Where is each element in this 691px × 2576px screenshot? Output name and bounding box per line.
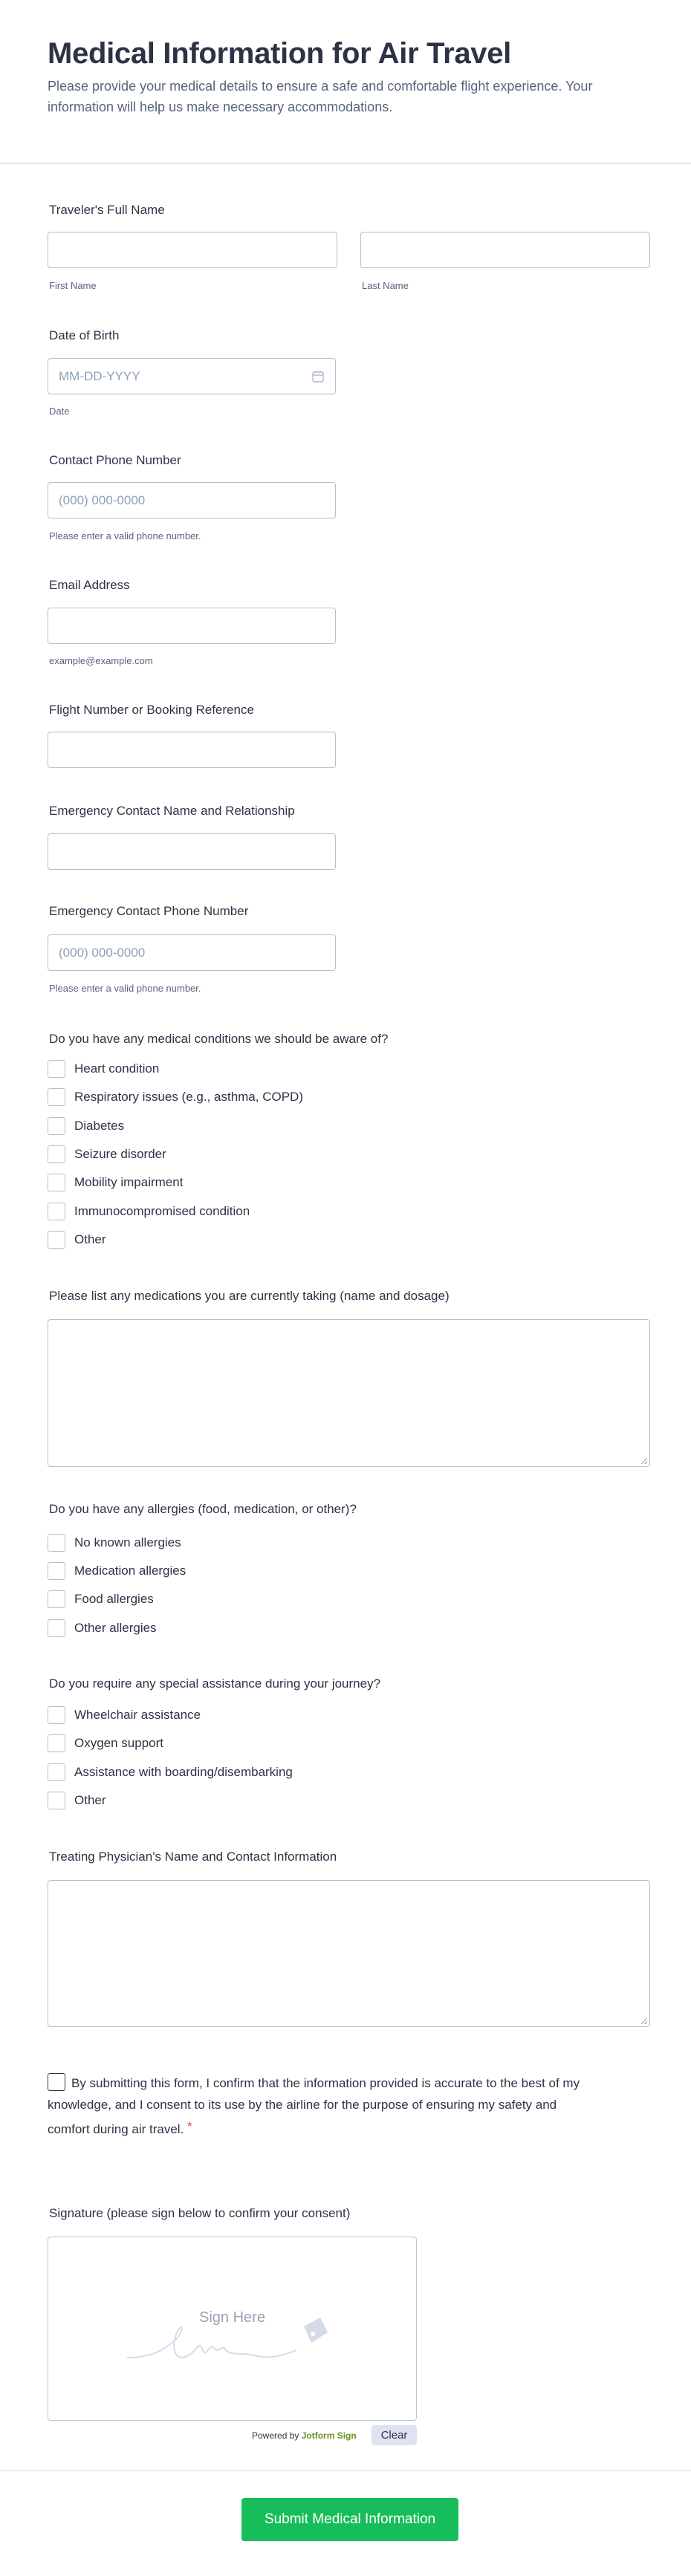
signature-label: Signature (please sign below to confirm your consent) <box>49 2206 351 2220</box>
condition-option[interactable] <box>48 1060 159 1078</box>
jotform-sign-link[interactable]: Jotform Sign <box>301 2430 357 2441</box>
emergency-phone-placeholder: (000) 000-0000 <box>59 945 146 960</box>
assistance-label: Do you require any special assistance during your journey? <box>49 1676 381 1691</box>
option-label: Medication allergies <box>74 1564 186 1578</box>
phone-label: Contact Phone Number <box>49 453 181 467</box>
conditions-label: Do you have any medical conditions we should be aware of? <box>49 1032 389 1046</box>
assistance-option[interactable] <box>48 1792 106 1809</box>
option-label: Wheelchair assistance <box>74 1708 201 1722</box>
medications-label: Please list any medications you are currently taking (name and dosage) <box>49 1289 450 1303</box>
option-label: Heart condition <box>74 1061 160 1076</box>
resize-handle[interactable] <box>641 2018 647 2024</box>
condition-option[interactable] <box>48 1117 124 1135</box>
checkbox[interactable] <box>48 1763 65 1781</box>
dob-input[interactable] <box>48 358 336 394</box>
allergy-option[interactable] <box>48 1562 186 1580</box>
resize-handle[interactable] <box>641 1458 647 1464</box>
full-name-label: Traveler's Full Name <box>49 203 165 217</box>
allergy-option[interactable] <box>48 1534 181 1552</box>
consent-checkbox[interactable] <box>48 2073 65 2091</box>
first-name-sublabel: First Name <box>49 280 97 291</box>
checkbox[interactable] <box>48 1088 65 1106</box>
powered-by-text: Powered by <box>252 2430 299 2441</box>
option-label: Food allergies <box>74 1592 154 1606</box>
submit-button[interactable]: Submit Medical Information <box>241 2498 458 2541</box>
option-label: No known allergies <box>74 1535 181 1549</box>
checkbox[interactable] <box>48 1231 65 1249</box>
option-label: Respiratory issues (e.g., asthma, COPD) <box>74 1090 303 1104</box>
option-label: Mobility impairment <box>74 1175 184 1189</box>
assistance-option[interactable] <box>48 1763 293 1781</box>
consent-block <box>48 2072 583 2140</box>
signature-pad[interactable] <box>48 2237 417 2421</box>
checkbox[interactable] <box>48 1203 65 1220</box>
sign-here-placeholder: Sign Here <box>199 2309 265 2326</box>
checkbox[interactable] <box>48 1734 65 1752</box>
medications-textarea[interactable] <box>48 1319 650 1467</box>
header-divider <box>0 163 691 164</box>
flight-label: Flight Number or Booking Reference <box>49 703 254 717</box>
condition-option[interactable] <box>48 1088 303 1106</box>
calendar-icon[interactable] <box>311 370 325 383</box>
checkbox[interactable] <box>48 1145 65 1163</box>
emergency-phone-input[interactable] <box>48 934 336 971</box>
page-title: Medical Information for Air Travel <box>48 37 511 70</box>
physician-label: Treating Physician's Name and Contact Information <box>49 1850 337 1864</box>
option-label: Seizure disorder <box>74 1147 166 1161</box>
dob-placeholder: MM-DD-YYYY <box>59 368 140 383</box>
email-hint: example@example.com <box>49 655 153 666</box>
option-label: Other <box>74 1232 106 1246</box>
allergies-label: Do you have any allergies (food, medication, or other)? <box>49 1502 357 1516</box>
dob-sublabel: Date <box>49 406 70 417</box>
checkbox[interactable] <box>48 1174 65 1191</box>
checkbox[interactable] <box>48 1534 65 1552</box>
emergency-phone-label: Emergency Contact Phone Number <box>49 904 249 918</box>
email-input[interactable] <box>48 608 336 644</box>
checkbox[interactable] <box>48 1619 65 1637</box>
option-label: Oxygen support <box>74 1736 164 1750</box>
powered-by <box>252 2430 357 2441</box>
last-name-input[interactable] <box>360 232 650 268</box>
condition-option[interactable] <box>48 1145 166 1163</box>
emergency-phone-hint: Please enter a valid phone number. <box>49 983 201 994</box>
page-description: Please provide your medical details to ensure a safe and comfortable flight experience. Your information will help us make necessary accommodations. <box>48 79 593 114</box>
signature-pen-icon <box>126 2312 341 2371</box>
checkbox[interactable] <box>48 1060 65 1078</box>
option-label: Diabetes <box>74 1119 125 1133</box>
dob-label: Date of Birth <box>49 328 120 342</box>
allergy-option[interactable] <box>48 1590 154 1608</box>
assistance-option[interactable] <box>48 1734 163 1752</box>
option-label: Assistance with boarding/disembarking <box>74 1765 293 1779</box>
clear-signature-button[interactable]: Clear <box>372 2425 417 2445</box>
condition-option[interactable] <box>48 1203 250 1220</box>
first-name-input[interactable] <box>48 232 337 268</box>
condition-option[interactable] <box>48 1231 106 1249</box>
checkbox[interactable] <box>48 1792 65 1809</box>
option-label: Other allergies <box>74 1621 157 1635</box>
phone-hint: Please enter a valid phone number. <box>49 530 201 541</box>
option-label: Immunocompromised condition <box>74 1204 250 1218</box>
required-asterisk: * <box>187 2119 192 2133</box>
checkbox[interactable] <box>48 1706 65 1724</box>
footer-divider <box>0 2470 691 2471</box>
last-name-sublabel: Last Name <box>362 280 409 291</box>
email-label: Email Address <box>49 578 130 592</box>
emergency-name-input[interactable] <box>48 833 336 870</box>
checkbox[interactable] <box>48 1562 65 1580</box>
emergency-name-label: Emergency Contact Name and Relationship <box>49 804 295 818</box>
physician-textarea[interactable] <box>48 1880 650 2027</box>
allergy-option[interactable] <box>48 1619 157 1637</box>
consent-text: By submitting this form, I confirm that the information provided is accurate to the best of my knowledge, and I consent to its use by the airline for the purpose of ensuring my safety and comfort during air travel. <box>48 2076 580 2136</box>
assistance-option[interactable] <box>48 1706 201 1724</box>
flight-input[interactable] <box>48 732 336 768</box>
checkbox[interactable] <box>48 1117 65 1135</box>
option-label: Other <box>74 1793 106 1807</box>
condition-option[interactable] <box>48 1174 183 1191</box>
phone-placeholder: (000) 000-0000 <box>59 492 146 507</box>
phone-input[interactable] <box>48 482 336 518</box>
checkbox[interactable] <box>48 1590 65 1608</box>
